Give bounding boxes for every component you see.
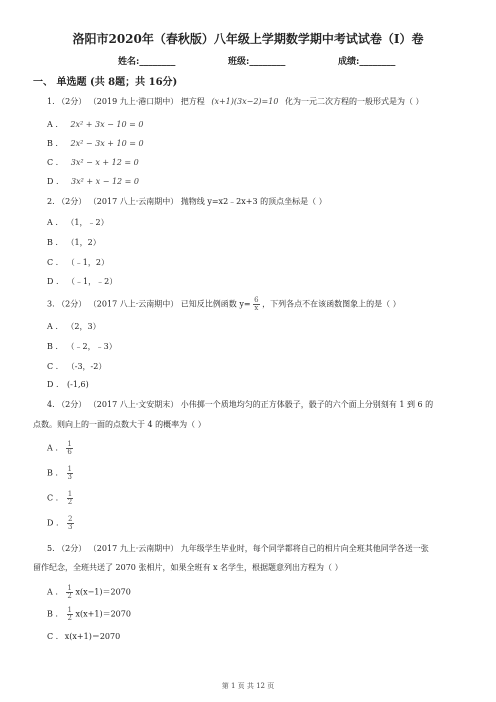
option-label: A . — [47, 322, 58, 331]
class-field-label: 班级:________ — [228, 57, 286, 67]
q3-option-c — [47, 361, 106, 372]
q3-option-b — [47, 341, 117, 352]
question-1-stem-tail: 化为一元二次方程的一般形式是为（ ） — [284, 97, 424, 106]
fraction-denominator: x — [254, 304, 259, 312]
question-4-stem-line2: 点数。则向上的一面的点数大于 4 的概率为（ ） — [33, 420, 206, 429]
score-field-label: 成绩:________ — [338, 57, 396, 67]
option-label: A . — [47, 443, 58, 453]
option-label: D . — [47, 277, 59, 286]
page-title: 洛阳市2020年（春秋版）八年级上学期数学期中考试试卷（I）卷 — [72, 32, 424, 46]
option-label: D . — [47, 177, 59, 186]
page-footer: 第 1 页 共 12 页 — [221, 682, 275, 690]
question-1-stem: 1. （2分） （2019 九上·港口期中） 把方程 — [47, 97, 205, 106]
option-label: B . — [47, 609, 58, 619]
question-5-stem-line2: 留作纪念，全班共送了 2070 张相片，如果全班有 x 名学生，根据题意列出方程为（ ） — [33, 563, 343, 572]
question-3-stem-tail: ，下列各点不在该函数图象上的是（ ） — [262, 299, 401, 309]
option-fraction — [66, 441, 72, 456]
option-text: x(x+1)＝2070 — [75, 609, 131, 619]
fraction-numerator: 1 — [67, 490, 73, 498]
option-fraction — [67, 466, 73, 481]
fraction-numerator: 2 — [68, 515, 73, 523]
q4-option-b — [47, 466, 73, 481]
question-2-stem: 2. （2分） （2017 八上·云南期中） 抛物线 y=x2﹣2x+3 的顶点坐标是（ ） — [47, 197, 327, 206]
option-text: (-1,6) — [67, 380, 89, 389]
q4-option-c — [47, 491, 73, 506]
option-label: D . — [47, 380, 59, 389]
fraction-numerator: 1 — [67, 465, 72, 473]
option-label: B . — [47, 139, 58, 148]
option-text: x(x−1)＝2070 — [75, 587, 131, 597]
fraction-numerator: 1 — [67, 584, 72, 592]
option-text: x(x+1)＝2070 — [64, 632, 121, 641]
option-label: C . — [47, 493, 59, 503]
q1-option-c — [47, 158, 139, 167]
q5-option-b — [47, 607, 131, 622]
fraction-denominator: 3 — [67, 473, 72, 481]
option-fraction — [67, 516, 73, 531]
name-field-label: 姓名:________ — [118, 57, 176, 67]
question-3 — [47, 297, 401, 312]
q5-option-a — [47, 585, 131, 600]
question-5-stem: 5. （2分） （2017 九上·云南期中） 九年级学生毕业时，每个同学都将自己的相片向全班其他同学各送一张 — [47, 544, 429, 553]
option-text: （﹣1，﹣2） — [67, 277, 118, 286]
option-label: C . — [47, 158, 59, 167]
option-text: （-3，-2） — [66, 362, 107, 371]
q4-option-d — [47, 516, 74, 531]
option-text: （2，3） — [66, 322, 101, 331]
question-3-fraction — [253, 297, 259, 312]
option-label: C . — [47, 632, 59, 641]
question-3-stem: 3. （2分） （2017 八上·云南期中） 已知反比例函数 y= — [47, 299, 251, 309]
option-fraction — [66, 585, 72, 600]
option-label: B . — [47, 342, 58, 351]
option-text: （﹣2，﹣3） — [66, 342, 117, 351]
question-4-stem: 4. （2分） （2017 八上·文安期末） 小伟掷一个质地均匀的正方体骰子，骰子的六个面上分别刻有 1 到 6 的 — [47, 400, 434, 409]
question-1 — [47, 97, 424, 107]
question-1-equation: (x+1)(3x−2)=10 — [211, 97, 279, 106]
option-label: C . — [47, 362, 59, 371]
q1-option-a — [47, 120, 143, 129]
option-text: 3x² + x − 12 = 0 — [71, 177, 140, 186]
q2-option-a — [47, 217, 109, 228]
q1-option-d — [47, 177, 139, 186]
q2-option-d — [47, 276, 117, 287]
option-label: A . — [47, 218, 58, 227]
option-text: （1，﹣2） — [66, 218, 109, 227]
option-label: B . — [47, 468, 58, 478]
option-fraction — [67, 607, 73, 622]
q2-option-c — [47, 257, 109, 268]
q3-option-d — [47, 380, 89, 389]
option-fraction — [67, 491, 73, 506]
fraction-denominator: 2 — [67, 498, 73, 506]
q3-option-a — [47, 321, 101, 332]
option-text: （﹣1，2） — [66, 258, 109, 267]
fraction-numerator: 6 — [254, 296, 259, 304]
q4-option-a — [47, 441, 73, 456]
fraction-numerator: 1 — [67, 606, 72, 614]
fraction-denominator: 6 — [67, 448, 72, 456]
option-text: 2x² − 3x + 10 = 0 — [70, 139, 144, 148]
option-text: （1，2） — [66, 238, 101, 247]
fraction-numerator: 1 — [67, 440, 72, 448]
option-label: D . — [47, 518, 59, 528]
fraction-denominator: 2 — [67, 614, 72, 622]
option-text: 2x² + 3x − 10 = 0 — [70, 120, 144, 129]
option-label: C . — [47, 258, 59, 267]
q1-option-b — [47, 139, 144, 148]
q5-option-c — [47, 631, 120, 642]
q2-option-b — [47, 237, 101, 248]
option-label: A . — [47, 120, 58, 129]
fraction-denominator: 3 — [68, 523, 73, 531]
option-label: A . — [47, 587, 58, 597]
fraction-denominator: 2 — [67, 592, 72, 600]
section-heading: 一、 单选题 (共 8题；共 16分) — [33, 77, 178, 88]
option-text: 3x² − x + 12 = 0 — [70, 158, 139, 167]
option-label: B . — [47, 238, 58, 247]
